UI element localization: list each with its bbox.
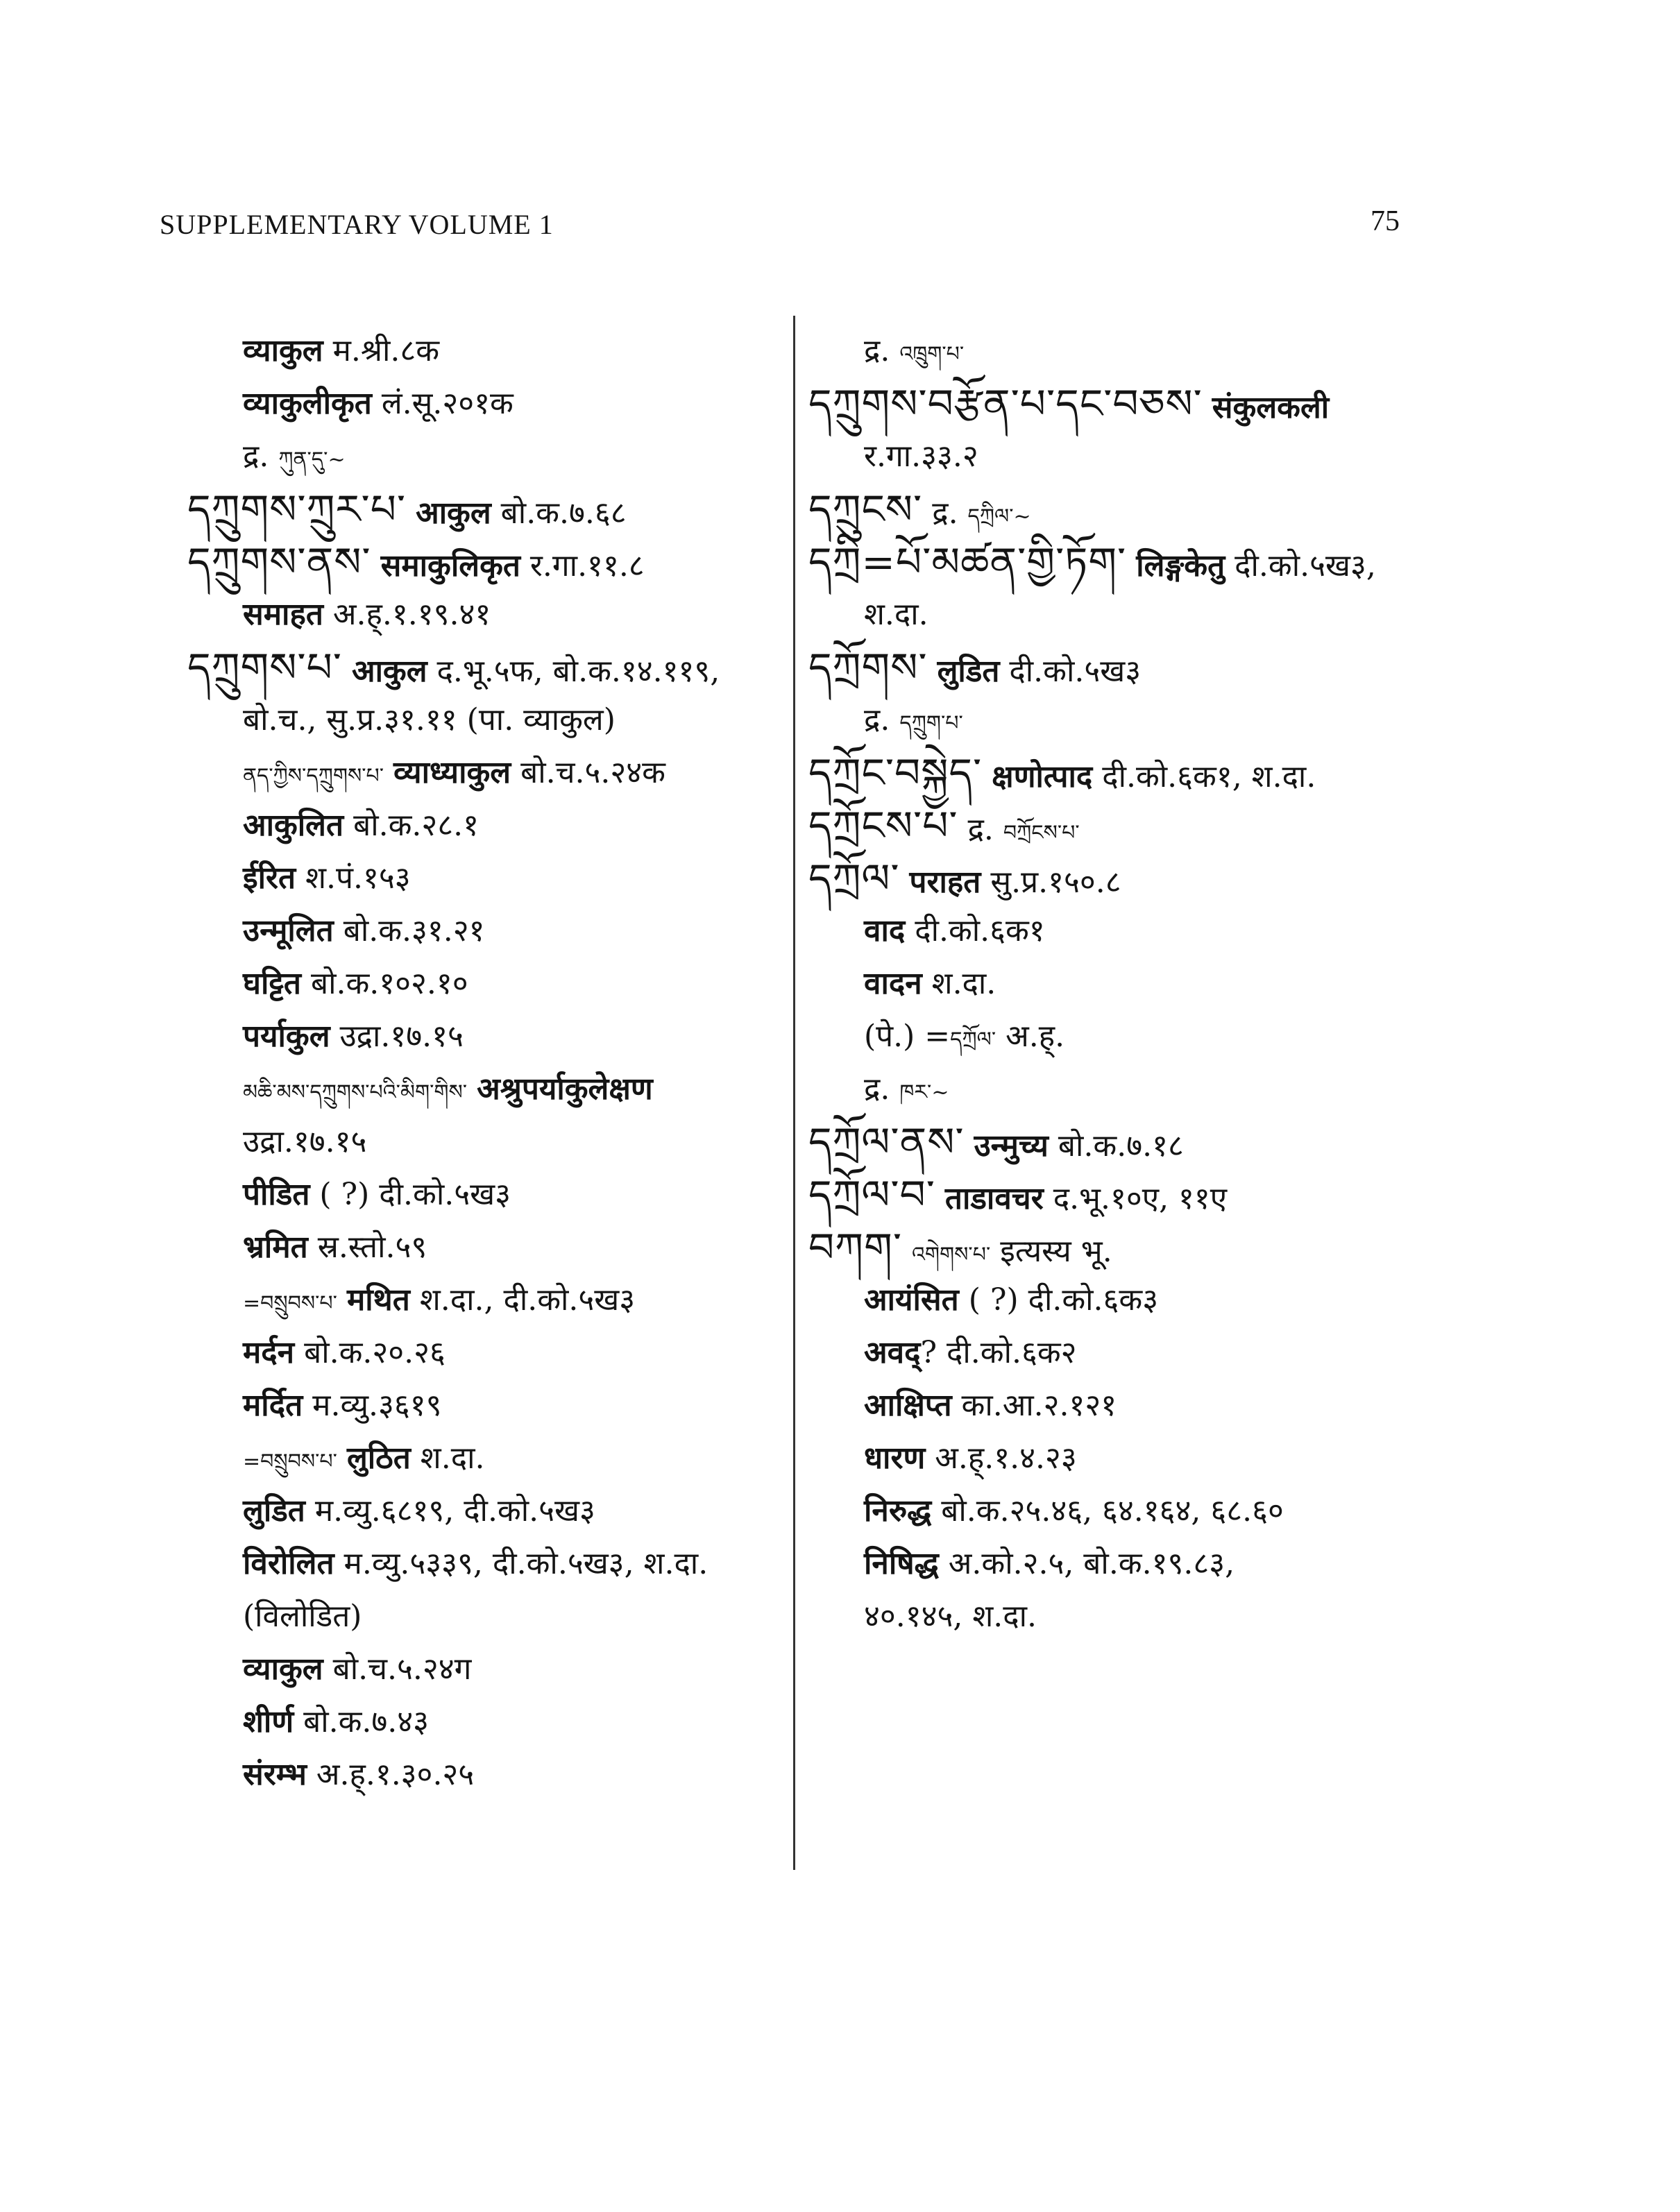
entry-line (187, 1168, 777, 1221)
source-reference (1203, 390, 1212, 425)
tibetan-headword: བཀག་ (808, 1224, 903, 1271)
source-reference (337, 1440, 347, 1476)
source-reference: अ.ह्.१.३०.२५ (306, 1757, 475, 1792)
entry-line (808, 1485, 1572, 1538)
entry-line (808, 905, 1572, 958)
sanskrit-equivalent: मर्दित (243, 1388, 303, 1423)
entry-line (808, 536, 1572, 588)
source-reference (928, 654, 937, 689)
source-reference: बो.च.५.२४क (511, 755, 665, 790)
entry-line (187, 430, 777, 483)
entry-line (187, 1327, 777, 1379)
tibetan-headword: དཀྲུགས་པ་ (187, 644, 342, 691)
entry-line (187, 1538, 777, 1590)
entry-line (808, 694, 1572, 747)
entry-line (808, 1379, 1572, 1432)
sanskrit-equivalent: उन्मूलित (243, 913, 334, 948)
source-reference: बो.क.२०.२६ (294, 1335, 446, 1370)
source-reference: द्र. (864, 702, 900, 738)
tibetan-headword: དཀྲོགས་ (808, 644, 928, 691)
entry-line (808, 1432, 1572, 1485)
entry-line (808, 1590, 1572, 1643)
tibetan-headword: དཀྲོང་བསྐྱེད་ (808, 749, 983, 797)
entry-line (808, 430, 1572, 483)
tibetan-headword: དཀྲི=པོ་མཚན་གྱི་ཏོག་ (808, 538, 1127, 586)
source-reference (965, 1128, 974, 1164)
entry-line (808, 641, 1572, 694)
sanskrit-equivalent: विरोलित (243, 1546, 334, 1581)
entry-line (808, 1063, 1572, 1116)
entry-line (187, 747, 777, 799)
entry-line (187, 1485, 777, 1538)
tibetan-gloss: བཀྲོངས་པ་ (1003, 821, 1080, 845)
left-column (187, 325, 777, 1801)
source-reference: ? दी.को.६क२ (920, 1335, 1077, 1370)
sanskrit-equivalent: लुठित (346, 1440, 411, 1476)
sanskrit-equivalent: पर्याकुल (243, 1019, 330, 1054)
source-reference: दी.को.६क१ (905, 913, 1045, 948)
source-reference: इत्यस्य भू. (990, 1234, 1112, 1269)
running-head: SUPPLEMENTARY VOLUME 1 (160, 209, 554, 240)
sanskrit-equivalent: ईरित (243, 860, 296, 896)
tibetan-headword: དཀྲོལ་ (808, 855, 900, 902)
source-reference: अ.को.२.५, बो.क.१९.८३, (938, 1546, 1235, 1581)
source-reference: श.पं.१५३ (296, 860, 411, 896)
source-reference: म.व्यु.३६१९ (303, 1388, 442, 1423)
tibetan-gloss: =བསྲུབས་པ་ (243, 1449, 337, 1474)
source-reference: म.व्यु.५३३९, दी.को.५ख३, श.दा. (334, 1546, 709, 1581)
sanskrit-equivalent: भ्रमित (243, 1230, 308, 1265)
sanskrit-equivalent: आकुलित (243, 808, 344, 843)
tibetan-gloss: དཀྲོལ་ (950, 1028, 996, 1052)
source-reference (342, 654, 352, 689)
entry-line (808, 958, 1572, 1010)
sanskrit-equivalent: क्षणोत्पाद (992, 759, 1093, 794)
source-reference: ( ?) दी.को.६क३ (958, 1282, 1159, 1318)
entry-line (808, 1168, 1572, 1221)
tibetan-headword: དཀྲུགས་ནས་ (187, 538, 371, 586)
sanskrit-equivalent: वादन (864, 966, 922, 1001)
source-reference (900, 865, 910, 900)
sanskrit-equivalent: व्याकुलीकृत (243, 386, 372, 421)
source-reference: दी.को.५ख३, (1225, 548, 1376, 584)
entry-line (187, 1116, 777, 1168)
entry-line (187, 1221, 777, 1274)
entry-line (187, 852, 777, 905)
entry-line (808, 747, 1572, 799)
entry-line (187, 1379, 777, 1432)
right-column (808, 325, 1572, 1643)
entry-line (187, 588, 777, 641)
source-reference (902, 1234, 912, 1269)
source-reference (982, 759, 992, 794)
page-number: 75 (1371, 205, 1400, 237)
source-reference: बो.क.२५.४६, ६४.१६४, ६८.६० (931, 1493, 1284, 1529)
source-reference: बो.क.७.६८ (491, 495, 627, 531)
sanskrit-equivalent: व्याध्याकुल (393, 755, 511, 790)
tibetan-headword: དཀྲུངས་ (808, 486, 923, 533)
source-reference: का.आ.२.१२१ (951, 1388, 1117, 1423)
entry-line (187, 1063, 777, 1116)
entry-line (187, 1010, 777, 1063)
sanskrit-equivalent: समाकुलिकृत (380, 548, 520, 584)
source-reference: अ.ह्.१.४.२३ (925, 1440, 1077, 1476)
sanskrit-equivalent: पराहत (909, 865, 981, 900)
entry-line (187, 377, 777, 430)
sanskrit-equivalent: अश्रुपर्याकुलेक्षण (477, 1071, 653, 1107)
entry-line (808, 377, 1572, 430)
source-reference: श.दा. (922, 966, 996, 1001)
source-reference: स्र.स्तो.५९ (307, 1230, 427, 1265)
source-reference (935, 1181, 945, 1216)
source-reference: दी.को.५ख३ (999, 654, 1142, 689)
source-reference (384, 755, 393, 790)
source-reference (337, 1282, 347, 1318)
sanskrit-equivalent: उन्मुच्य (974, 1128, 1049, 1164)
sanskrit-equivalent: शीर्ण (243, 1704, 294, 1739)
source-reference: बो.क.७.४३ (294, 1704, 430, 1739)
source-reference: श.दा. (410, 1440, 485, 1476)
sanskrit-equivalent: व्याकुल (243, 1651, 323, 1687)
sanskrit-equivalent: पीडित (243, 1177, 310, 1212)
sanskrit-equivalent: आकुल (416, 495, 491, 531)
sanskrit-equivalent: धारण (864, 1440, 926, 1476)
source-reference: सु.प्र.१५०.८ (981, 865, 1121, 900)
sanskrit-equivalent: लिङ्गकेतु (1136, 548, 1225, 584)
entry-line (187, 1749, 777, 1801)
entry-line (808, 588, 1572, 641)
tibetan-headword: དཀྲོལ་ནས་ (808, 1118, 965, 1166)
column-divider (793, 316, 795, 1870)
entry-line (808, 1327, 1572, 1379)
tibetan-gloss: མཆི་མས་དཀྲུགས་པའི་མིག་གིས་ (243, 1080, 468, 1105)
source-reference: बो.क.७.१८ (1048, 1128, 1184, 1164)
tibetan-gloss: ནད་ཀྱིས་དཀྲུགས་པ་ (243, 764, 384, 788)
tibetan-headword: དཀྲོལ་བ་ (808, 1171, 935, 1218)
entry-line (187, 1432, 777, 1485)
source-reference: ( ?) दी.को.५ख३ (309, 1177, 511, 1212)
sanskrit-equivalent: मथित (346, 1282, 410, 1318)
source-reference: म.व्यु.६८१९, दी.को.५ख३ (305, 1493, 595, 1529)
entry-line (187, 483, 777, 536)
source-reference: (पे.) = (864, 1019, 951, 1054)
entry-line (187, 905, 777, 958)
tibetan-gloss: =བསྲུབས་པ་ (243, 1291, 337, 1316)
sanskrit-equivalent: अवद् (864, 1335, 921, 1370)
sanskrit-equivalent: संकुलकली (1212, 390, 1330, 425)
tibetan-gloss: འཁྲུག་པ་ (899, 342, 965, 366)
source-reference (406, 495, 416, 531)
sanskrit-equivalent: निरुद्ध (864, 1493, 932, 1529)
source-reference: द्र. (958, 812, 1003, 847)
source-reference: द्र. (922, 495, 968, 531)
source-reference: द.भू.५फ, बो.क.१४.११९, (427, 654, 720, 689)
source-reference: उद्रा.१७.१५ (330, 1019, 464, 1054)
tibetan-gloss: ཀུན་དུ་~ (278, 448, 346, 472)
entry-line (808, 325, 1572, 377)
tibetan-gloss: དཀྲིལ་~ (967, 504, 1031, 529)
sanskrit-equivalent: मर्दन (243, 1335, 295, 1370)
tibetan-gloss: ཁར་~ (899, 1080, 949, 1105)
source-reference: दी.को.६क१, श.दा. (1092, 759, 1316, 794)
source-reference: म.श्री.८क (323, 333, 440, 368)
entry-line (808, 483, 1572, 536)
entry-line (187, 641, 777, 694)
entry-line (808, 1274, 1572, 1327)
source-reference (371, 548, 381, 584)
tibetan-headword: དཀྲུགས་ཀྲུར་པ་ (187, 486, 407, 533)
sanskrit-equivalent: व्याकुल (243, 333, 323, 368)
entry-line (808, 1010, 1572, 1063)
source-reference: अ.ह्.१.१९.४१ (323, 597, 491, 632)
sanskrit-equivalent: ताडावचर (944, 1181, 1044, 1216)
source-reference: ४०.१४५, श.दा. (864, 1599, 1037, 1634)
source-reference (1126, 548, 1136, 584)
source-reference: बो.च.५.२४ग (323, 1651, 472, 1687)
source-reference: (विलोडित) (243, 1599, 362, 1634)
entry-line (187, 1643, 777, 1696)
source-reference: उद्रा.१७.१५ (243, 1124, 367, 1159)
entry-line (187, 694, 777, 747)
entry-line (187, 1274, 777, 1327)
sanskrit-equivalent: आयंसित (864, 1282, 959, 1318)
source-reference: अ.ह्. (996, 1019, 1065, 1054)
source-reference: बो.क.१०२.१० (301, 966, 468, 1001)
sanskrit-equivalent: लुडित (937, 654, 1000, 689)
tibetan-headword: དཀྲོངས་པ་ (808, 802, 958, 849)
entry-line (808, 1538, 1572, 1590)
entry-line (187, 325, 777, 377)
sanskrit-equivalent: संरम्भ (243, 1757, 307, 1792)
source-reference: र.गा.११.८ (520, 548, 645, 584)
entry-line (187, 1696, 777, 1749)
source-reference: द्र. (243, 439, 279, 474)
sanskrit-equivalent: आक्षिप्त (864, 1388, 952, 1423)
sanskrit-equivalent: निषिद्ध (864, 1546, 939, 1581)
sanskrit-equivalent: समाहत (243, 597, 323, 632)
entry-line (187, 958, 777, 1010)
sanskrit-equivalent: घट्टित (243, 966, 301, 1001)
tibetan-gloss: དཀྲུག་པ་ (899, 711, 963, 735)
entry-line (808, 852, 1572, 905)
source-reference: र.गा.३३.२ (864, 439, 978, 474)
source-reference: द्र. (864, 1071, 900, 1107)
entry-line (187, 1590, 777, 1643)
sanskrit-equivalent: आकुल (351, 654, 427, 689)
source-reference: द्र. (864, 333, 900, 368)
source-reference: बो.च., सु.प्र.३१.११ (पा. व्याकुल) (243, 702, 616, 738)
entry-line (187, 799, 777, 852)
sanskrit-equivalent: लुडित (243, 1493, 305, 1529)
source-reference: बो.क.३१.२१ (333, 913, 485, 948)
entry-line (808, 1221, 1572, 1274)
source-reference: श.दा. (864, 597, 928, 632)
entry-line (187, 536, 777, 588)
source-reference: बो.क.२८.१ (343, 808, 479, 843)
entry-line (808, 1116, 1572, 1168)
source-reference: द.भू.१०ए, ११ए (1043, 1181, 1228, 1216)
tibetan-gloss: འགེགས་པ་ (912, 1243, 991, 1267)
tibetan-headword: དཀྲུགས་བརྩོན་པ་དང་བཅས་ (808, 380, 1203, 427)
source-reference: श.दा., दी.को.५ख३ (409, 1282, 636, 1318)
source-reference (467, 1071, 477, 1107)
source-reference: लं.सू.२०१क (371, 386, 514, 421)
entry-line (808, 799, 1572, 852)
sanskrit-equivalent: वाद (864, 913, 906, 948)
